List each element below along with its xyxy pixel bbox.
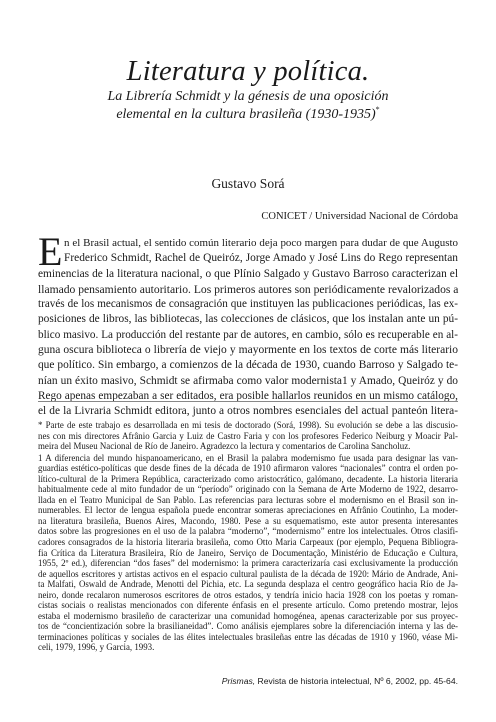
body-line: nían un éxito masivo, Schmidt se afirmaba como valor modernista1 y Amado, Queiróz y do (38, 374, 458, 387)
body-line: través de los mecanismos de consagración que instituyen las publicaciones periódicas, las ex- (38, 298, 458, 311)
subtitle-footnote-mark: * (375, 105, 380, 114)
body-line: eminencias de la literatura nacional, o que Plínio Salgado y Gustavo Barroso caracterizan el (38, 267, 458, 280)
footnote-line: ta Malfati, Oswald de Andrade, Menotti del Pichia, etc. La segunda desplaza el centro geográfico hacia Río de Ja- (38, 579, 458, 590)
footnotes (38, 420, 458, 654)
page-footer (222, 676, 458, 686)
footnote-line: terminaciones políticas y sociales de las élites intelectuales brasileñas entre las décadas de 1910 y 1960, véase Mi- (38, 631, 458, 642)
footnote-line: nes con mis directores Afrânio Garcia y Luiz de Castro Faria y con los profesores Federico Neiburg y Moacir Pal- (38, 430, 458, 441)
journal-name: Prismas, (221, 676, 256, 686)
footnote-line: estaba el modernismo brasileño de caracterizar una comunidad homogénea, apenas caracterizable por sus proyec- (38, 610, 458, 621)
footnote-line: neiro, donde recalaron numerosos escritores de otros estados, y tendría inicio hacia 1928 con los poetas y roman- (38, 589, 458, 600)
footnote-line: 1955, 2º ed.), diferencian “dos fases” del modernismo: la primera caracterizaría casi exclusivamente la producción (38, 558, 458, 569)
body-line: llamado pensamiento autoritario. Los primeros autores son periódicamente revalorizados a (38, 282, 459, 296)
footnote-line: fia Crítica da Literatura Brasileira, Río de Janeiro, Serviço de Documentação, Ministério de Educação e Cultura, (38, 547, 458, 558)
subtitle-line-2-text: elemental en la cultura brasileña (1930-1935) (116, 107, 376, 122)
footnote-line: lítico-cultural de la Primera República, caracterizado como aristocrático, galómano, decadente. La historia literaria (38, 473, 458, 484)
footnote-line: de aquellos escritores y artistas activos en el espacio cultural paulista de la década de 1920: Mário de Andrade, Ani- (38, 568, 458, 579)
article-subtitle (60, 88, 436, 124)
body-line: posiciones de libros, las bibliotecas, las colecciones de clásicos, que los instalan ante un pú- (38, 313, 458, 326)
footnote-line: habitualmente cede al mito fundador de un “período” originado con la Semana de Arte Moderno de 1922, desarro- (38, 484, 458, 495)
journal-citation: Revista de historia intelectual, Nº 6, 2002, pp. 45-64. (255, 676, 458, 686)
body-line: que político. Sin embargo, a comienzos de la década de 1930, cuando Barroso y Salgado te- (38, 359, 458, 372)
body-text (38, 236, 458, 420)
article-title: Literatura y política. (126, 56, 370, 87)
body-line: Rego apenas empezaban a ser editados, era posible hallarlos reunidos en un mismo catálogo, (38, 389, 458, 402)
author-name: Gustavo Sorá (211, 176, 285, 191)
subtitle-line-1: La Librería Schmidt y la génesis de una oposición (107, 89, 389, 104)
body-line: guna oscura biblioteca o librería de viejo y mayormente en los textos de corte más literario (38, 344, 458, 357)
footnote-line: meira del Museu Nacional de Río de Janeiro. Agradezco la lectura y comentarios de Carolina Sancholuz. (38, 441, 411, 452)
footnote-line: llada en el Teatro Municipal de San Pablo. Las referencias para lecturas sobre el modernismo en el Brasil son in- (38, 494, 458, 505)
body-line: n el Brasil actual, el sentido común literario deja poco margen para dudar de que Augusto (64, 237, 458, 249)
body-line: el de la Livraria Schmidt editora, junto a otros nombres esenciales del actual panteón litera- (38, 405, 458, 418)
body-line: blico masivo. La producción del restante par de autores, en cambio, sólo es recuperable en al- (38, 328, 458, 341)
footnote (38, 453, 458, 653)
body-line: Frederico Schmidt, Rachel de Queiróz, Jorge Amado y José Lins do Rego representan (64, 252, 458, 265)
footnote-line: na literatura brasileña, Buenos Aires, Macondo, 1980. Pese a su esquematismo, este autor presenta interesantes (38, 515, 458, 526)
drop-cap: E (38, 229, 63, 274)
footnote-line: * Parte de este trabajo es desarrollada en mi tesis de doctorado (Sorá, 1998). Su evolución se debe a las discusio- (38, 420, 458, 430)
footnote-line: cadores consagrados de la historia literaria brasileña, como Otto Maria Carpeaux (por ejemplo, Pequena Bibliogra- (38, 537, 458, 548)
footnote (38, 420, 458, 452)
footnote-line: numerables. El lector de lengua española puede encontrar someras apreciaciones en Afrânio Coutinho, La moder- (38, 505, 458, 516)
footnote-line: datos sobre las progresiones en el uso de la palabra “moderno”, “modernismo” entre los intelectuales. Otros clasifi- (38, 526, 458, 537)
footnote-line: 1 A diferencia del mundo hispanoamericano, en el Brasil la palabra modernismo fue usada para designar las van- (38, 452, 458, 463)
footnote-line: cistas sociais o realistas mencionados con diferente énfasis en el presente artículo. Como pretendo mostrar, lejos (38, 600, 458, 611)
subtitle-line-2 (60, 106, 436, 124)
footnote-separator (38, 401, 458, 402)
footnote-line: tos de “concientización sobre la brasilianeidad”. Como análisis ejemplares sobre la diferenciación interna y las de- (38, 621, 458, 632)
author-affiliation: CONICET / Universidad Nacional de Córdoba (261, 211, 458, 222)
footnote-line: guardias estético-políticas que desde fines de la década de 1910 afirmaron valores “nacionales” contra el orden po- (38, 463, 458, 474)
footnote-line: celi, 1979, 1996, y Garcia, 1993. (38, 642, 155, 653)
